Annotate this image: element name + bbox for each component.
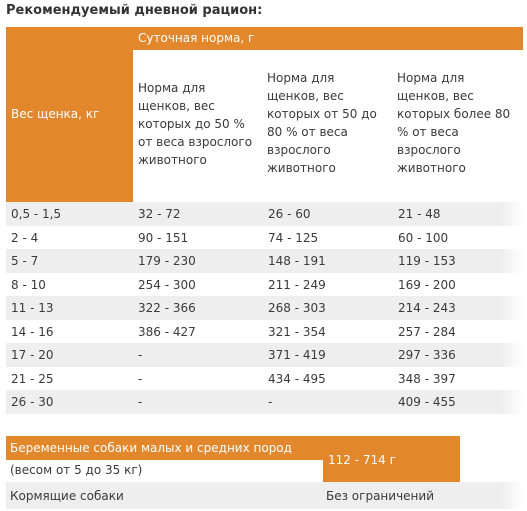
norm-cell-2: - xyxy=(268,395,273,409)
norm-cell-1: 322 - 366 xyxy=(138,301,196,315)
weight-header-cell xyxy=(6,27,133,202)
norm-cell-3: 60 - 100 xyxy=(398,230,449,245)
row-fade xyxy=(501,296,523,320)
row-fade xyxy=(501,249,523,273)
norm-cell-3: 119 - 153 xyxy=(398,254,456,268)
pregnant-label-bar xyxy=(6,436,323,460)
pregnant-sublabel-row xyxy=(6,460,323,482)
norm-cell-3: 297 - 336 xyxy=(398,348,456,362)
norm-cell-2: 321 - 354 xyxy=(268,324,326,339)
lactating-row xyxy=(6,482,523,509)
weight-header-label: Вес щенка, кг xyxy=(11,107,100,121)
lactating-label: Кормящие собаки xyxy=(10,489,124,503)
norm-cell-1: 386 - 427 xyxy=(138,324,196,339)
norm-cell-3: 348 - 397 xyxy=(398,371,456,386)
pregnant-sublabel: (весом от 5 до 35 кг) xyxy=(10,463,143,477)
table-row xyxy=(6,202,523,226)
norm-cell-3: 409 - 455 xyxy=(398,395,456,409)
column-header-3: Норма для щенков, вес которых более 80 % от веса взрослого животного xyxy=(397,71,511,175)
daily-norm-header xyxy=(133,27,523,50)
pregnant-label: Беременные собаки малых и средних пород xyxy=(10,441,292,455)
norm-cell-3: 257 - 284 xyxy=(398,324,456,339)
table-row xyxy=(6,296,523,320)
table-row xyxy=(6,249,523,273)
weight-cell: 26 - 30 xyxy=(11,395,54,409)
norm-cell-3: 21 - 48 xyxy=(398,207,441,221)
norm-cell-3: 169 - 200 xyxy=(398,277,456,292)
weight-cell: 0,5 - 1,5 xyxy=(11,207,62,221)
norm-cell-1: - xyxy=(138,395,143,409)
table-row xyxy=(6,390,523,414)
weight-cell: 8 - 10 xyxy=(11,277,46,292)
column-header-1: Норма для щенков, вес которых до 50 % от веса взрослого животного xyxy=(138,81,253,167)
table-row xyxy=(6,273,523,297)
weight-cell: 5 - 7 xyxy=(11,254,39,268)
weight-cell: 14 - 16 xyxy=(11,324,54,339)
daily-norm-label: Суточная норма, г xyxy=(138,31,255,45)
norm-cell-2: 148 - 191 xyxy=(268,254,326,268)
norm-cell-1: 90 - 151 xyxy=(138,230,189,245)
lactating-value: Без ограничений xyxy=(326,489,434,503)
row-fade xyxy=(501,202,523,226)
column-header-2: Норма для щенков, вес которых от 50 до 80 % от веса взрослого животного xyxy=(267,71,377,175)
norm-cell-1: - xyxy=(138,348,143,362)
table-row xyxy=(6,226,523,250)
norm-cell-2: 371 - 419 xyxy=(268,348,326,362)
norm-cell-2: 434 - 495 xyxy=(268,371,326,386)
pregnant-value: 112 - 714 г xyxy=(328,453,396,467)
row-fade xyxy=(501,343,523,367)
weight-cell: 21 - 25 xyxy=(11,371,54,386)
weight-cell: 17 - 20 xyxy=(11,348,54,362)
page-title: Рекомендуемый дневной рацион: xyxy=(6,3,263,18)
norm-cell-1: 32 - 72 xyxy=(138,207,181,221)
table-row xyxy=(6,320,523,344)
norm-cell-3: 214 - 243 xyxy=(398,301,456,315)
weight-cell: 11 - 13 xyxy=(11,301,54,315)
norm-cell-2: 211 - 249 xyxy=(268,277,326,292)
header-subcolumns xyxy=(133,50,523,202)
norm-cell-1: - xyxy=(138,371,143,386)
pregnant-value-cell xyxy=(323,436,460,482)
norm-cell-1: 254 - 300 xyxy=(138,277,196,292)
norm-cell-1: 179 - 230 xyxy=(138,254,196,268)
weight-cell: 2 - 4 xyxy=(11,230,39,245)
norm-cell-2: 268 - 303 xyxy=(268,301,326,315)
norm-cell-2: 74 - 125 xyxy=(268,230,319,245)
table-row xyxy=(6,367,523,391)
norm-cell-2: 26 - 60 xyxy=(268,207,311,221)
table-row xyxy=(6,343,523,367)
row-fade xyxy=(501,390,523,414)
row-fade xyxy=(501,482,523,509)
